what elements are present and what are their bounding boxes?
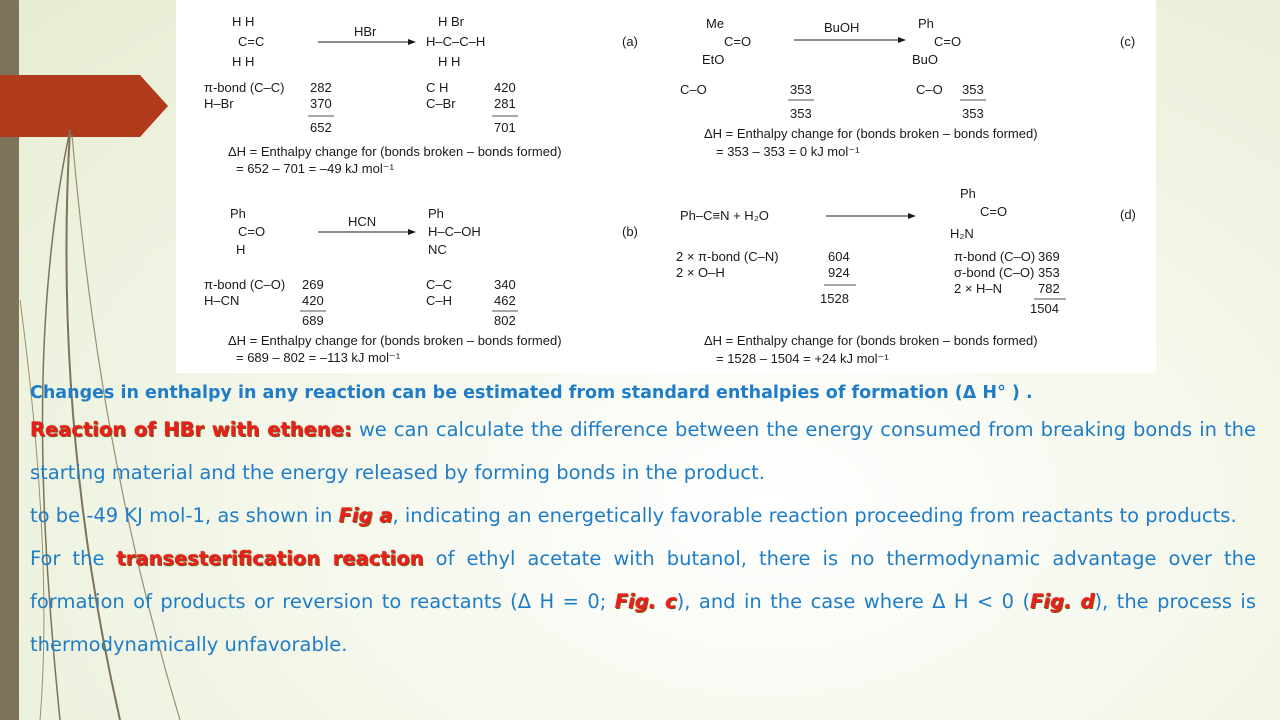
- highlight-fig-c: Fig. c: [614, 590, 677, 613]
- panel-b-formed-total: 802: [494, 313, 516, 328]
- panel-c-reactant-top: Me: [706, 16, 725, 31]
- panel-b-formed-label: C–C: [426, 277, 453, 292]
- paragraph-text: ), the process is thermodynamically unfavorable.: [30, 590, 1257, 656]
- panel-b-product-top: Ph: [428, 206, 444, 221]
- panel-a-arrowhead: [408, 39, 416, 45]
- panel-b-label: (b): [622, 224, 638, 239]
- panel-a-formed-label: C H: [426, 80, 449, 95]
- panel-b-broken-value: 269: [302, 277, 324, 292]
- panel-a-reactant-mid: C=C: [238, 34, 265, 49]
- paragraph-text: we can calculate the difference between the energy consumed from breaking bonds in the starting material and the energy released by forming bonds in the product.: [30, 418, 1257, 484]
- panel-c-broken-label: C–O: [680, 82, 707, 97]
- panel-c-formed-label: C–O: [916, 82, 943, 97]
- panel-d-formed-value: 782: [1038, 281, 1060, 296]
- panel-a-formed-value: 281: [494, 96, 516, 111]
- panel-d-broken-label: 2 × O–H: [676, 265, 725, 280]
- headline: Changes in enthalpy in any reaction can be estimated from standard enthalpies of formation (Δ H° ) .: [30, 383, 1033, 403]
- panel-d-dh-line: ΔH = Enthalpy change for (bonds broken – bonds formed): [704, 333, 1038, 348]
- panel-c-reactant-bot: EtO: [702, 52, 725, 67]
- paragraph-text: of ethyl acetate with butanol, there is no thermodynamic advantage over the formation of products or reversion to reactants (Δ H = 0;: [30, 547, 1257, 613]
- panel-c-product-bot: BuO: [912, 52, 939, 67]
- paragraph-fig-a: [30, 494, 1256, 537]
- panel-a-product-bot: H H: [438, 54, 461, 69]
- panel-c: [680, 16, 1135, 159]
- panel-a-dh-line: ΔH = Enthalpy change for (bonds broken – bonds formed): [228, 144, 562, 159]
- red-arrow-tab: [0, 75, 168, 137]
- panel-a-formed-label: C–Br: [426, 96, 456, 111]
- panel-d-product-mid: C=O: [980, 204, 1008, 219]
- panel-a: [204, 14, 638, 176]
- panel-c-label: (c): [1120, 34, 1136, 49]
- panel-c-formed-value: 353: [962, 82, 984, 97]
- panel-d-product-bot: H₂N: [950, 226, 974, 241]
- panel-a-broken-value: 370: [310, 96, 332, 111]
- panel-d-broken-value: 604: [828, 249, 850, 264]
- panel-d-broken-value: 924: [828, 265, 850, 280]
- panel-b-reactant-mid: C=O: [238, 224, 266, 239]
- panel-d-formed-label: π-bond (C–O): [954, 249, 1036, 264]
- panel-a-reactant-top: H H: [232, 14, 255, 29]
- panel-d-formed-value: 369: [1038, 249, 1060, 264]
- panel-c-arrowhead: [898, 37, 906, 43]
- panel-d-label: (d): [1120, 207, 1136, 222]
- panel-a-broken-total: 652: [310, 120, 332, 135]
- panel-b-formed-label: C–H: [426, 293, 453, 308]
- panel-d-product-top: Ph: [960, 186, 976, 201]
- panel-a-reagent: HBr: [354, 24, 377, 39]
- panel-b: [204, 206, 638, 365]
- panel-d-formed-label: σ-bond (C–O): [954, 265, 1035, 280]
- panel-d-broken-label: 2 × π-bond (C–N): [676, 249, 779, 264]
- panel-b-formed-value: 462: [494, 293, 516, 308]
- paragraph-transesterification: [30, 537, 1256, 666]
- panel-b-broken-total: 689: [302, 313, 324, 328]
- panel-c-product-top: Ph: [918, 16, 934, 31]
- panel-d-broken-total: 1528: [820, 291, 849, 306]
- panel-a-product-top: H Br: [438, 14, 464, 29]
- panel-b-formed-value: 340: [494, 277, 516, 292]
- panel-a-broken-label: π-bond (C–C): [204, 80, 285, 95]
- paragraph-text: For the: [30, 547, 117, 570]
- panel-d-reactant: Ph–C≡N + H₂O: [680, 208, 769, 223]
- panel-b-broken-value: 420: [302, 293, 324, 308]
- paragraph-hbr-ethene: [30, 408, 1256, 494]
- panel-c-formed-total: 353: [962, 106, 984, 121]
- panel-c-broken-total: 353: [790, 106, 812, 121]
- panel-a-formed-value: 420: [494, 80, 516, 95]
- panel-a-reactant-bot: H H: [232, 54, 255, 69]
- panel-c-reagent: BuOH: [824, 20, 860, 35]
- panel-b-broken-label: H–CN: [204, 293, 240, 308]
- highlight-fig-d: Fig. d: [1030, 590, 1095, 613]
- panel-b-product-mid: H–C–OH: [428, 224, 481, 239]
- panel-b-dh-line: ΔH = Enthalpy change for (bonds broken – bonds formed): [228, 333, 562, 348]
- panel-a-dh-result: = 652 – 701 = –49 kJ mol⁻¹: [236, 161, 394, 176]
- panel-b-reagent: HCN: [348, 214, 377, 229]
- slide-body-text: [30, 378, 1256, 666]
- panel-b-broken-label: π-bond (C–O): [204, 277, 286, 292]
- paragraph-text: to be -49 KJ mol-1, as shown in: [30, 504, 339, 527]
- panel-d-formed-total: 1504: [1030, 301, 1059, 316]
- panel-b-dh-result: = 689 – 802 = –113 kJ mol⁻¹: [236, 350, 401, 365]
- highlight-fig-a: Fig a: [338, 504, 393, 527]
- panel-a-label: (a): [622, 34, 638, 49]
- panel-b-reactant-bot: H: [236, 242, 246, 257]
- paragraph-text: ), and in the case where Δ H < 0 (: [676, 590, 1031, 613]
- panel-d-formed-value: 353: [1038, 265, 1060, 280]
- panel-c-product-mid: C=O: [934, 34, 962, 49]
- paragraph-text: , indicating an energetically favorable reaction proceeding from reactants to products.: [392, 504, 1237, 527]
- panel-d-formed-label: 2 × H–N: [954, 281, 1003, 296]
- highlight-transesterification: transesterification reaction: [116, 547, 424, 570]
- panel-a-broken-value: 282: [310, 80, 332, 95]
- panel-d-arrowhead: [908, 213, 916, 219]
- panel-d: [676, 186, 1136, 366]
- panel-d-dh-result: = 1528 – 1504 = +24 kJ mol⁻¹: [716, 351, 889, 366]
- panel-a-broken-label: H–Br: [204, 96, 234, 111]
- panel-b-product-bot: NC: [428, 242, 447, 257]
- panel-c-reactant-mid: C=O: [724, 34, 752, 49]
- highlight-hbr-ethene: Reaction of HBr with ethene:: [30, 418, 352, 441]
- panel-b-reactant-top: Ph: [230, 206, 246, 221]
- panel-c-dh-result: = 353 – 353 = 0 kJ mol⁻¹: [716, 144, 860, 159]
- panel-a-product-mid: H–C–C–H: [426, 34, 486, 49]
- panel-c-dh-line: ΔH = Enthalpy change for (bonds broken – bonds formed): [704, 126, 1038, 141]
- panel-c-broken-value: 353: [790, 82, 812, 97]
- panel-a-formed-total: 701: [494, 120, 516, 135]
- panel-b-arrowhead: [408, 229, 416, 235]
- enthalpy-reaction-figure: [176, 0, 1156, 373]
